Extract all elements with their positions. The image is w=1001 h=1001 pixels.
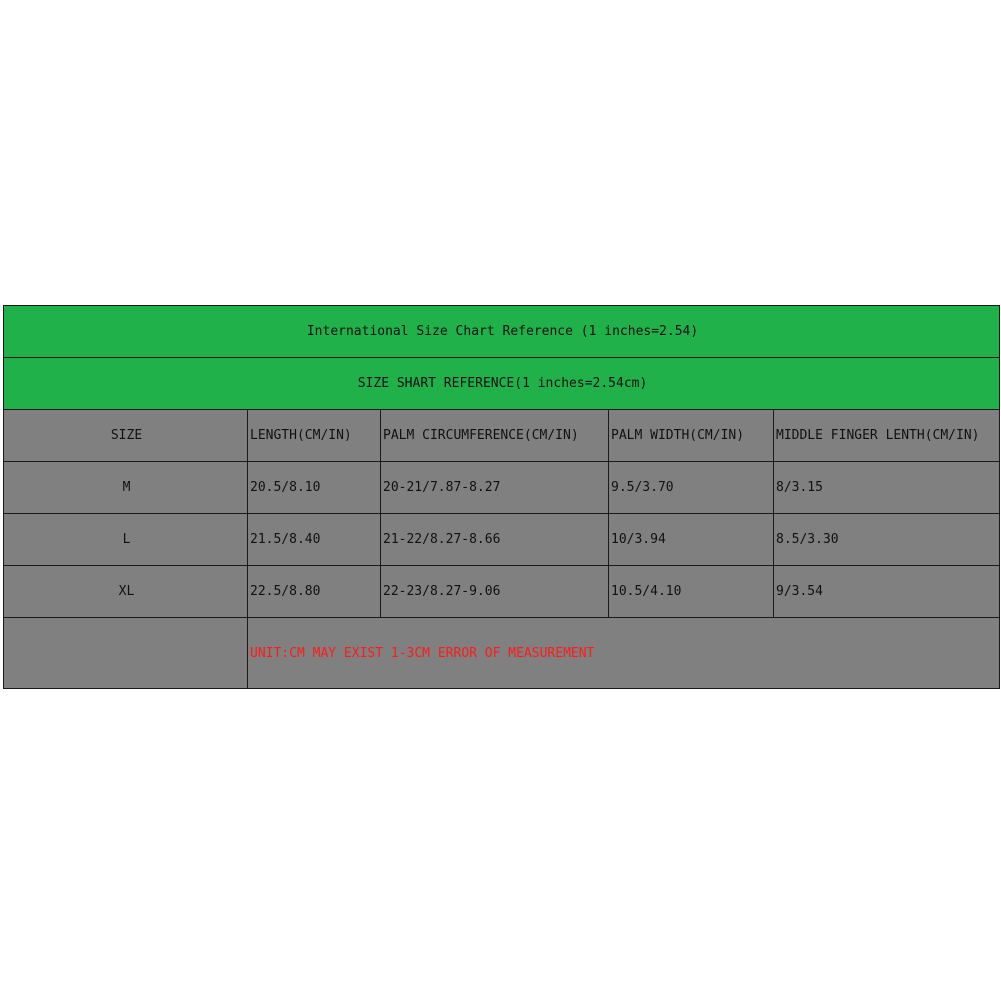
title-row [4, 306, 1000, 358]
table-row [4, 462, 1000, 514]
palm-width-cell: 10/3.94 [609, 514, 774, 566]
column-header-size: SIZE [4, 410, 248, 462]
length-cell: 22.5/8.80 [248, 566, 381, 618]
empty-cell [4, 618, 248, 689]
middle-finger-length-cell: 8/3.15 [774, 462, 1000, 514]
subtitle-row [4, 358, 1000, 410]
size-cell: L [4, 514, 248, 566]
header-row [4, 410, 1000, 462]
middle-finger-length-cell: 8.5/3.30 [774, 514, 1000, 566]
length-cell: 20.5/8.10 [248, 462, 381, 514]
column-header-palm-width: PALM WIDTH(CM/IN) [609, 410, 774, 462]
size-cell: XL [4, 566, 248, 618]
column-header-middle-finger-length: MIDDLE FINGER LENTH(CM/IN) [774, 410, 1000, 462]
size-chart-table [3, 305, 1000, 689]
palm-circumference-cell: 22-23/8.27-9.06 [381, 566, 609, 618]
middle-finger-length-cell: 9/3.54 [774, 566, 1000, 618]
measurement-note: UNIT:CM MAY EXIST 1-3CM ERROR OF MEASUREMENT [248, 618, 1000, 689]
palm-circumference-cell: 21-22/8.27-8.66 [381, 514, 609, 566]
note-row [4, 618, 1000, 689]
table-row [4, 566, 1000, 618]
table-subtitle: SIZE SHART REFERENCE(1 inches=2.54cm) [4, 358, 1000, 410]
column-header-palm-circumference: PALM CIRCUMFERENCE(CM/IN) [381, 410, 609, 462]
length-cell: 21.5/8.40 [248, 514, 381, 566]
palm-circumference-cell: 20-21/7.87-8.27 [381, 462, 609, 514]
table-row [4, 514, 1000, 566]
column-header-length: LENGTH(CM/IN) [248, 410, 381, 462]
size-cell: M [4, 462, 248, 514]
palm-width-cell: 9.5/3.70 [609, 462, 774, 514]
table-title: International Size Chart Reference (1 inches=2.54) [4, 306, 1000, 358]
palm-width-cell: 10.5/4.10 [609, 566, 774, 618]
